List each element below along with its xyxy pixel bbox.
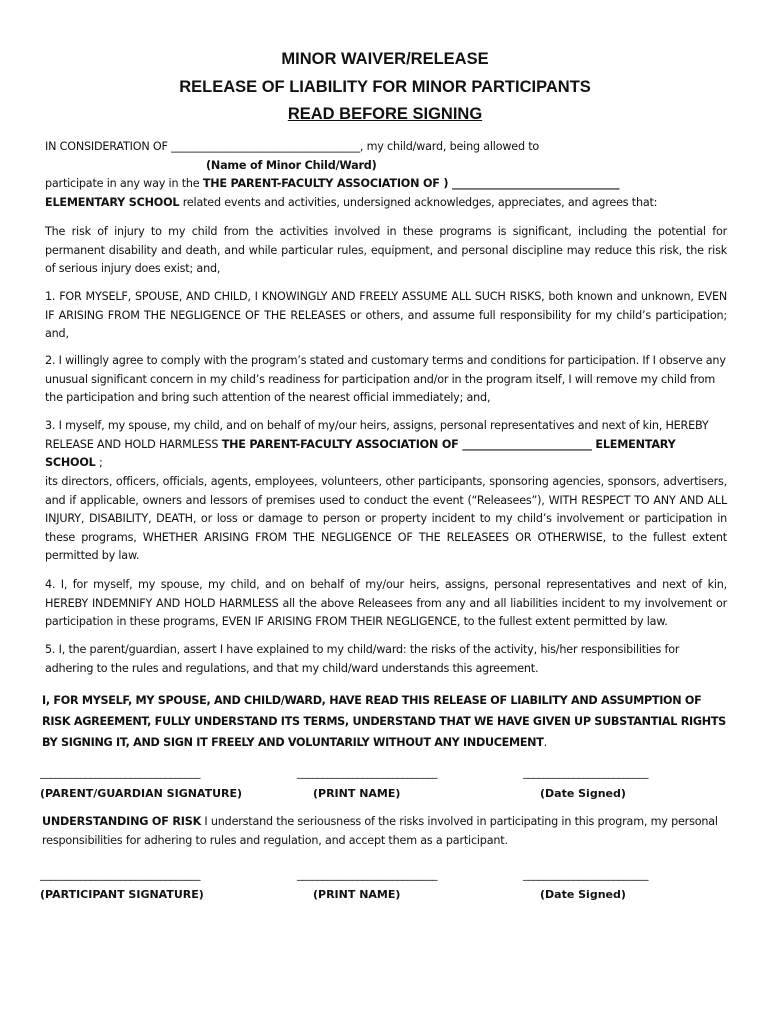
association-name-blank[interactable]: THE PARENT-FACULTY ASSOCIATION OF ) _______________________________ <box>202 177 620 190</box>
parent-signature-field[interactable]: ________________________________ <box>40 766 200 779</box>
paragraph-3: 3. I myself, my spouse, my child, and on behalf of my/our heirs, assigns, personal representatives and next of kin, HEREBY RELEASE AND HOLD HARMLESS THE PARENT-FACULTY ASSOCIATION OF ________________________ ELEMENTARY SCHOOL ; <box>45 419 709 470</box>
paragraph-5: 5. I, the parent/guardian, assert I have explained to my child/ward: the risks of the activity, his/her responsibilities for adhering to the rules and regulations, and that my child/ward understands this agreement. <box>45 643 680 675</box>
school-label: ELEMENTARY SCHOOL <box>45 196 180 209</box>
release-association-blank[interactable]: THE PARENT-FACULTY ASSOCIATION OF ________________________ ELEMENTARY SCHOOL <box>45 437 676 470</box>
paragraph-1: 1. FOR MYSELF, SPOUSE, AND CHILD, I KNOWINGLY AND FREELY ASSUME ALL SUCH RISKS, both known and unknown, EVEN IF ARISING FROM THE NEGLIGENCE OF THE RELEASES or others, and assume full responsibility for my child’s participation; and, <box>45 290 727 341</box>
participant-date-field[interactable]: _________________________ <box>523 868 648 881</box>
school-line-text: related events and activities, undersigned acknowledges, appreciates, and agrees that: <box>179 196 658 209</box>
participant-signature-label: (PARTICIPANT SIGNATURE) <box>40 888 204 901</box>
paragraph-4: 4. I, for myself, my spouse, my child, and on behalf of my/our heirs, assigns, personal representatives and next of kin, HEREBY INDEMNIFY AND HOLD HARMLESS all the above Releasees from any and all liabilities incident to my involvement or participation in these programs, EVEN IF ARISING FROM THEIR NEGLIGENCE, to the fullest extent permitted by law. <box>45 578 727 629</box>
risk-paragraph: The risk of injury to my child from the activities involved in these programs is significant, including the potential for permanent disability and death, and while particular rules, equipment, and personal discipline may reduce this risk, the risk of serious injury does exist; and, <box>45 225 727 276</box>
participant-signature-field[interactable]: ________________________________ <box>40 868 200 881</box>
participant-print-name-field[interactable]: ____________________________ <box>297 868 437 881</box>
parent-print-name-field[interactable]: ____________________________ <box>297 766 437 779</box>
school-line <box>45 196 657 209</box>
document-title: MINOR WAIVER/RELEASE <box>281 50 489 68</box>
parent-date-label: (Date Signed) <box>540 787 626 800</box>
consideration-line <box>45 140 539 153</box>
parent-signature-label: (PARENT/GUARDIAN SIGNATURE) <box>40 787 243 800</box>
parent-date-field[interactable]: _________________________ <box>523 766 648 779</box>
participant-date-label: (Date Signed) <box>540 888 626 901</box>
acknowledgement-statement: I, FOR MYSELF, MY SPOUSE, AND CHILD/WARD, HAVE READ THIS RELEASE OF LIABILITY AND ASSUMPTION OF RISK AGREEMENT, FULLY UNDERSTAND ITS TERMS, UNDERSTAND THAT WE HAVE GIVEN UP SUBSTANTIAL RIGHTS BY SIGNING IT, AND SIGN IT FREELY AND VOLUNTARILY WITHOUT ANY INDUCEMENT. <box>42 694 726 749</box>
consideration-prefix: IN CONSIDERATION OF <box>45 140 172 153</box>
association-prefix: participate in any way in the <box>45 177 203 190</box>
paragraph-3-continuation: its directors, officers, officials, agents, employees, volunteers, other participants, sponsoring agencies, sponsors, advertisers, and if applicable, owners and lessors of premises used to conduct the event (“Releasees”), WITH RESPECT TO ANY AND ALL INJURY, DISABILITY, DEATH, or loss or damage to person or property incident to my child’s involvement or participation in these programs, WHETHER ARISING FROM THE NEGLIGENCE OF THE RELEASEES OR OTHERWISE, to the fullest extent permitted by law. <box>45 475 727 563</box>
minor-name-blank[interactable]: ___________________________________ <box>171 140 360 153</box>
paragraph-2: 2. I willingly agree to comply with the program’s stated and customary terms and conditions for participation. If I observe any unusual significant concern in my child’s readiness for participation and/or in the program itself, I will remove my child from the participation and bring such attention of the nearest official immediately; and, <box>45 354 726 405</box>
participant-print-name-label: (PRINT NAME) <box>313 888 401 901</box>
association-line <box>45 177 619 190</box>
understanding-heading: UNDERSTANDING OF RISK <box>42 815 202 828</box>
document-subtitle: RELEASE OF LIABILITY FOR MINOR PARTICIPANTS <box>179 78 591 96</box>
minor-name-caption: (Name of Minor Child/Ward) <box>206 159 377 172</box>
consideration-suffix: , my child/ward, being allowed to <box>359 140 540 153</box>
understanding-of-risk: UNDERSTANDING OF RISK I understand the seriousness of the risks involved in participating in this program, my personal responsibilities for adhering to rules and regulation, and accept them as a participant. <box>42 815 718 847</box>
read-before-signing-heading: READ BEFORE SIGNING <box>287 105 483 123</box>
parent-print-name-label: (PRINT NAME) <box>313 787 401 800</box>
